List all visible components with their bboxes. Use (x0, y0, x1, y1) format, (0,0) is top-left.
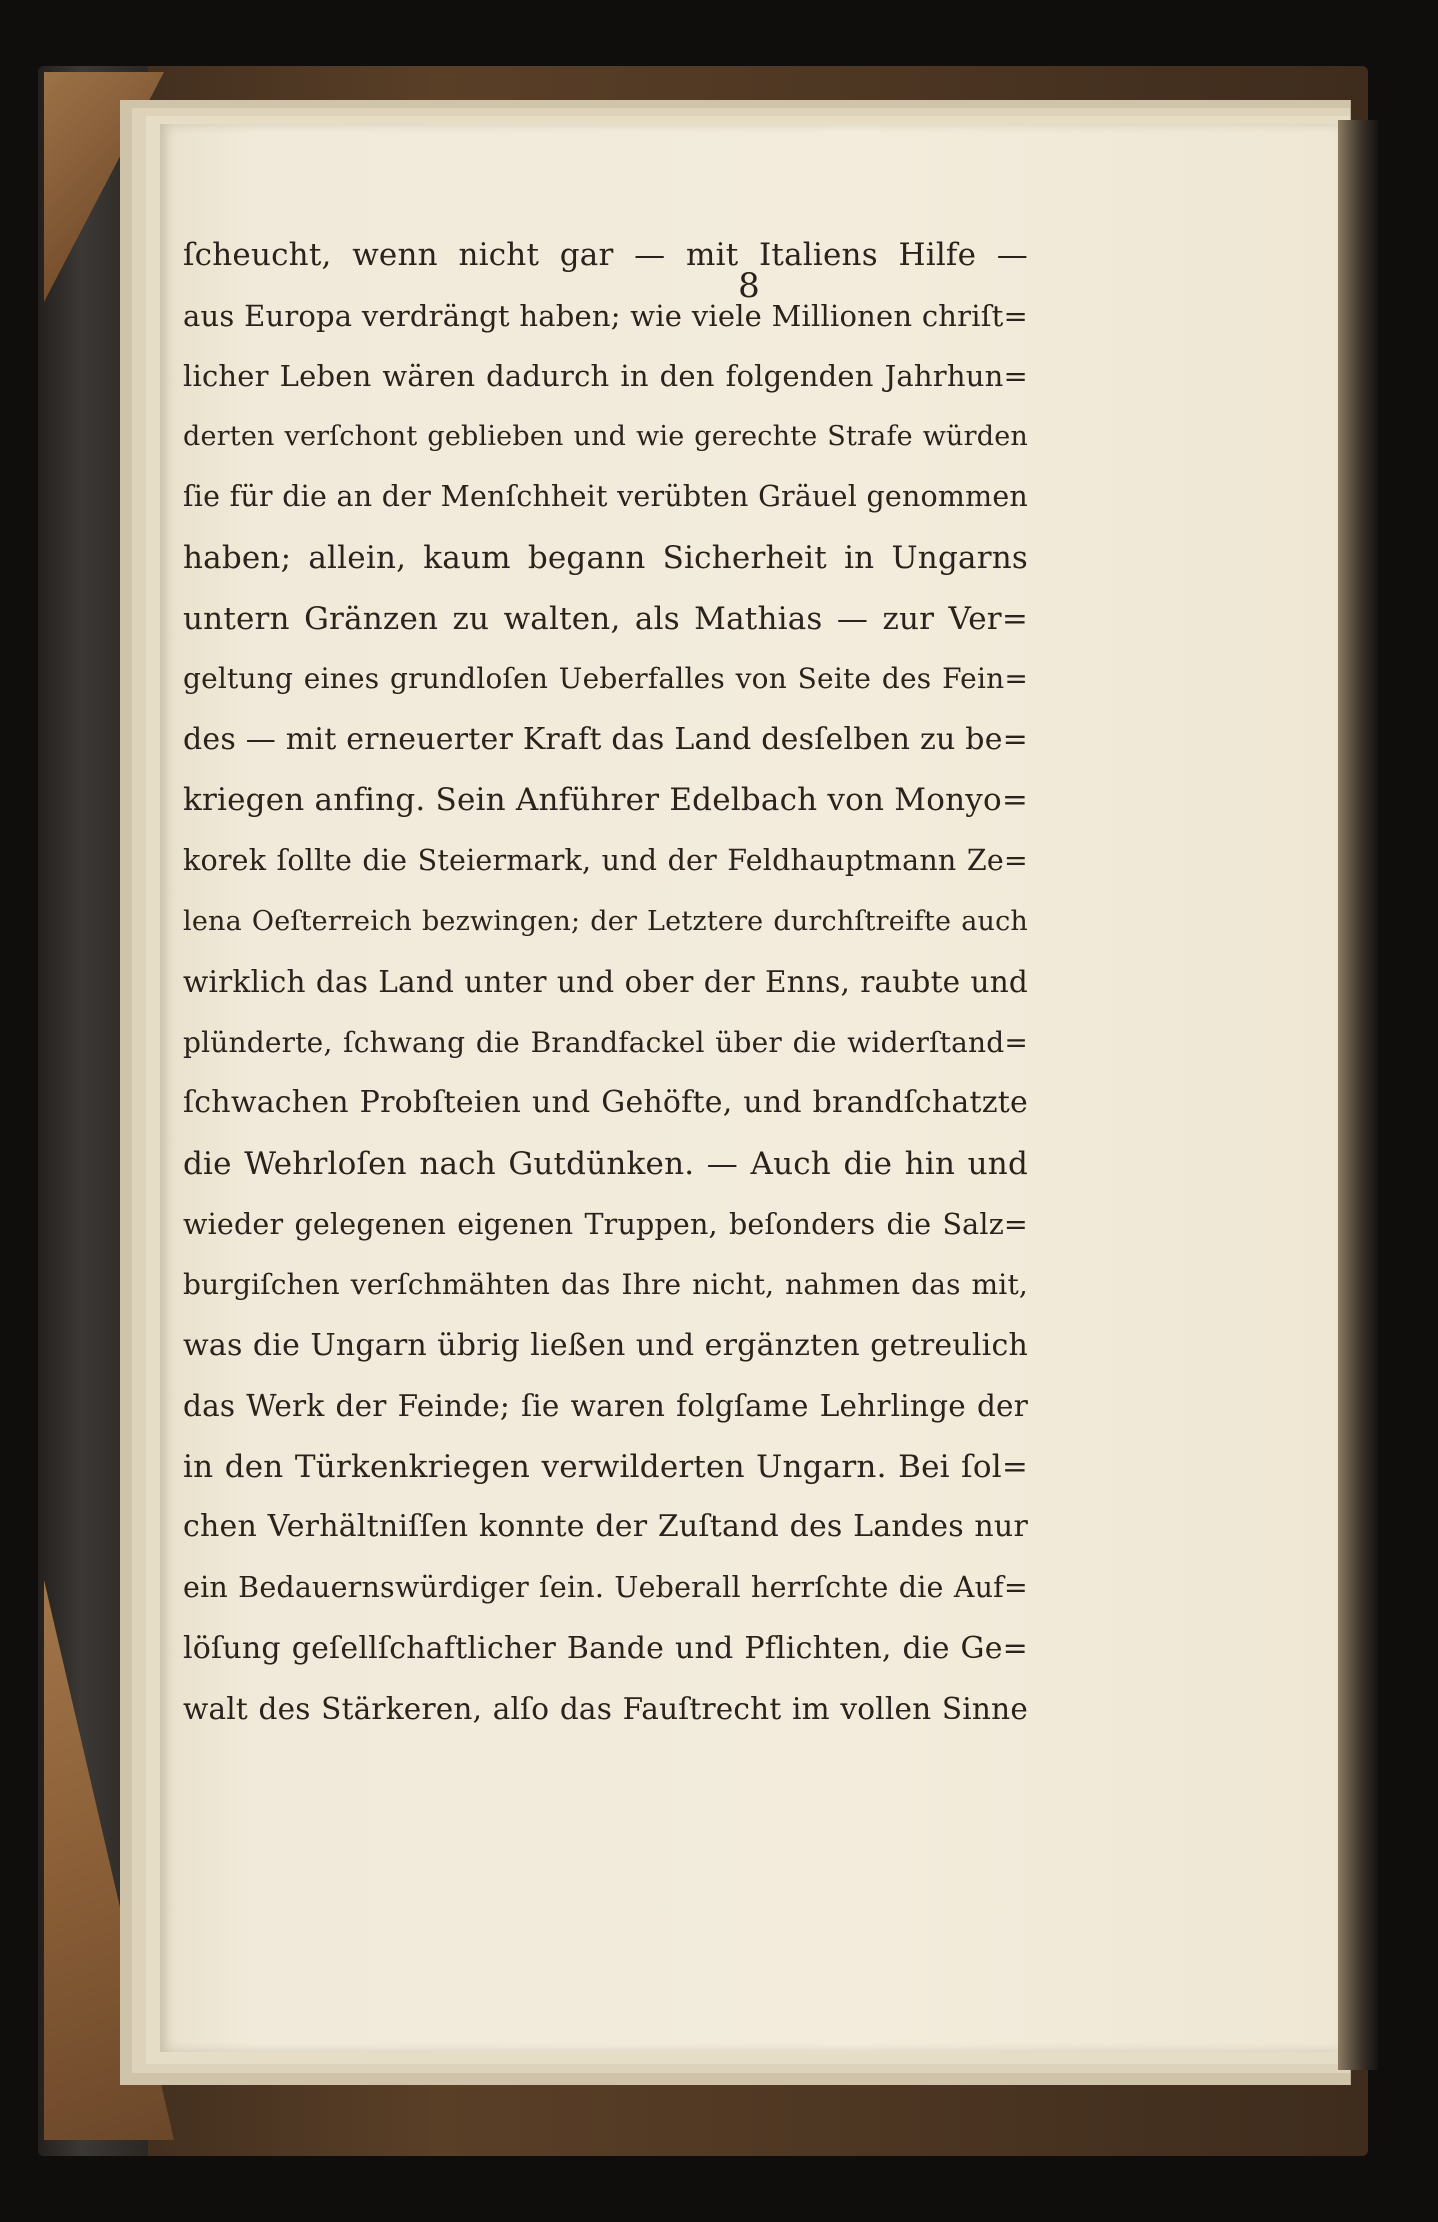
text-line: haben; allein, kaum begann Sicherheit in Ungarns (183, 539, 1028, 576)
text-line: ſcheucht, wenn nicht gar — mit Italiens Hilfe — (183, 237, 1028, 273)
text-line: wirklich das Land unter und ober der Enns, raubte und (183, 965, 1028, 1000)
page-text (183, 225, 1028, 1740)
page-number: 8 (738, 266, 760, 306)
text-line: ſchwachen Probſteien und Gehöfte, und brandſchatzte (183, 1085, 1028, 1121)
text-line: walt des Stärkeren, alſo das Fauſtrecht im vollen Sinne (183, 1692, 1028, 1727)
text-line: lena Oeſterreich bezwingen; der Letztere durchſtreifte auch (183, 905, 1028, 937)
text-line: aus Europa verdrängt haben; wie viele Millionen chriſt= (183, 298, 1028, 333)
text-line: burgiſchen verſchmähten das Ihre nicht, nahmen das mit, (183, 1268, 1028, 1302)
text-line: derten verſchont geblieben und wie gerechte Strafe würden (183, 420, 1028, 452)
text-line: licher Leben wären dadurch in den folgenden Jahrhun= (183, 359, 1028, 394)
text-line: in den Türkenkriegen verwilderten Ungarn. Bei ſol= (183, 1448, 1028, 1485)
text-line: untern Gränzen zu walten, als Mathias — zur Ver= (183, 600, 1028, 637)
text-line: kriegen anfing. Sein Anführer Edelbach von Monyo= (183, 782, 1028, 819)
text-line: des — mit erneuerter Kraft das Land desſelben zu be= (183, 721, 1028, 757)
text-line: ſie für die an der Menſchheit verübten Gräuel genommen (183, 480, 1028, 514)
text-line: plünderte, ſchwang die Brandfackel über die widerſtand= (183, 1025, 1028, 1059)
text-line: korek ſollte die Steiermark, und der Feldhauptmann Ze= (183, 843, 1028, 877)
gutter-shadow (1338, 120, 1378, 2070)
text-line: was die Ungarn übrig ließen und ergänzten getreulich (183, 1327, 1028, 1363)
text-line: wieder gelegenen eigenen Truppen, beſonders die Salz= (183, 1207, 1028, 1241)
text-line: löſung geſellſchaftlicher Bande und Pflichten, die Ge= (183, 1630, 1028, 1666)
text-line: ein Bedauernswürdiger ſein. Ueberall herrſchte die Auf= (183, 1571, 1028, 1605)
text-line: chen Verhältniſſen konnte der Zuſtand des Landes nur (183, 1509, 1028, 1545)
text-line: das Werk der Feinde; ſie waren folgſame Lehrlinge der (183, 1389, 1028, 1424)
text-line: die Wehrloſen nach Gutdünken. — Auch die hin und (183, 1145, 1028, 1182)
text-line: geltung eines grundloſen Ueberfalles von Seite des Fein= (183, 662, 1028, 696)
